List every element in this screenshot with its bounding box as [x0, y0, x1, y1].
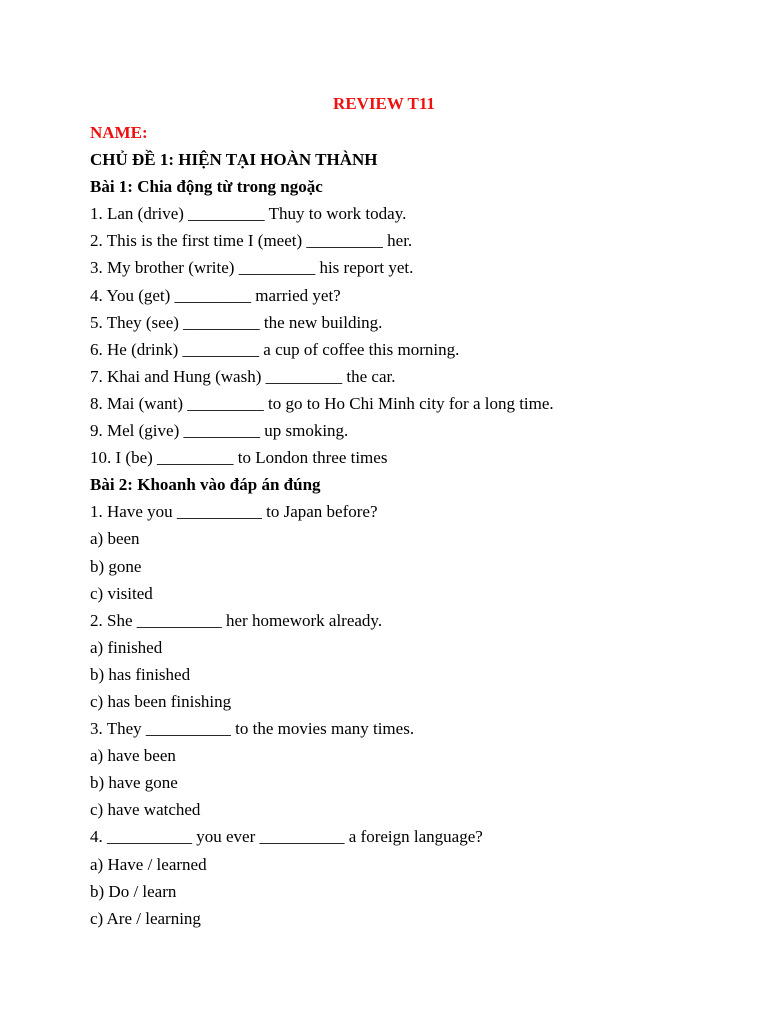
exercise-1-item: 4. You (get) _________ married yet?: [90, 285, 341, 305]
document-body: [90, 119, 730, 932]
answer-option: c) visited: [90, 583, 153, 603]
answer-option: a) Have / learned: [90, 854, 207, 874]
question-text: 1. Have you __________ to Japan before?: [90, 502, 378, 522]
document-title: REVIEW T11: [333, 94, 435, 113]
exercise-1-item: 3. My brother (write) _________ his report yet.: [90, 258, 414, 278]
answer-option: b) have gone: [90, 773, 178, 793]
question-text: 3. They __________ to the movies many times.: [90, 719, 415, 739]
exercise-1-item: 5. They (see) _________ the new building.: [90, 312, 383, 332]
answer-option: a) have been: [90, 746, 176, 766]
question-text: 2. She __________ her homework already.: [90, 610, 383, 630]
exercise-1-item: 2. This is the first time I (meet) _________ her.: [90, 231, 413, 251]
exercise-1-item: 8. Mai (want) _________ to go to Ho Chi Minh city for a long time.: [90, 393, 554, 413]
answer-option: c) have watched: [90, 800, 201, 820]
name-label: NAME:: [90, 123, 148, 142]
exercise-1-item: 7. Khai and Hung (wash) _________ the car.: [90, 366, 396, 386]
question-text: 4. __________ you ever __________ a foreign language?: [90, 827, 483, 847]
exercise-1-item: 1. Lan (drive) _________ Thuy to work today.: [90, 204, 407, 224]
topic-heading: CHỦ ĐỀ 1: HIỆN TẠI HOÀN THÀNH: [90, 150, 378, 170]
answer-option: b) has finished: [90, 664, 191, 684]
exercise-1-item: 6. He (drink) _________ a cup of coffee this morning.: [90, 339, 460, 359]
answer-option: c) Are / learning: [90, 908, 201, 928]
answer-option: a) finished: [90, 637, 163, 657]
exercise-1-item: 9. Mel (give) _________ up smoking.: [90, 421, 349, 441]
answer-option: a) been: [90, 529, 140, 549]
answer-option: b) gone: [90, 556, 142, 576]
exercise-1-item: 10. I (be) _________ to London three times: [90, 448, 388, 468]
answer-option: c) has been finishing: [90, 691, 232, 711]
exercise-1-heading: Bài 1: Chia động từ trong ngoặc: [90, 177, 323, 197]
answer-option: b) Do / learn: [90, 881, 177, 901]
exercise-2-heading: Bài 2: Khoanh vào đáp án đúng: [90, 475, 321, 495]
